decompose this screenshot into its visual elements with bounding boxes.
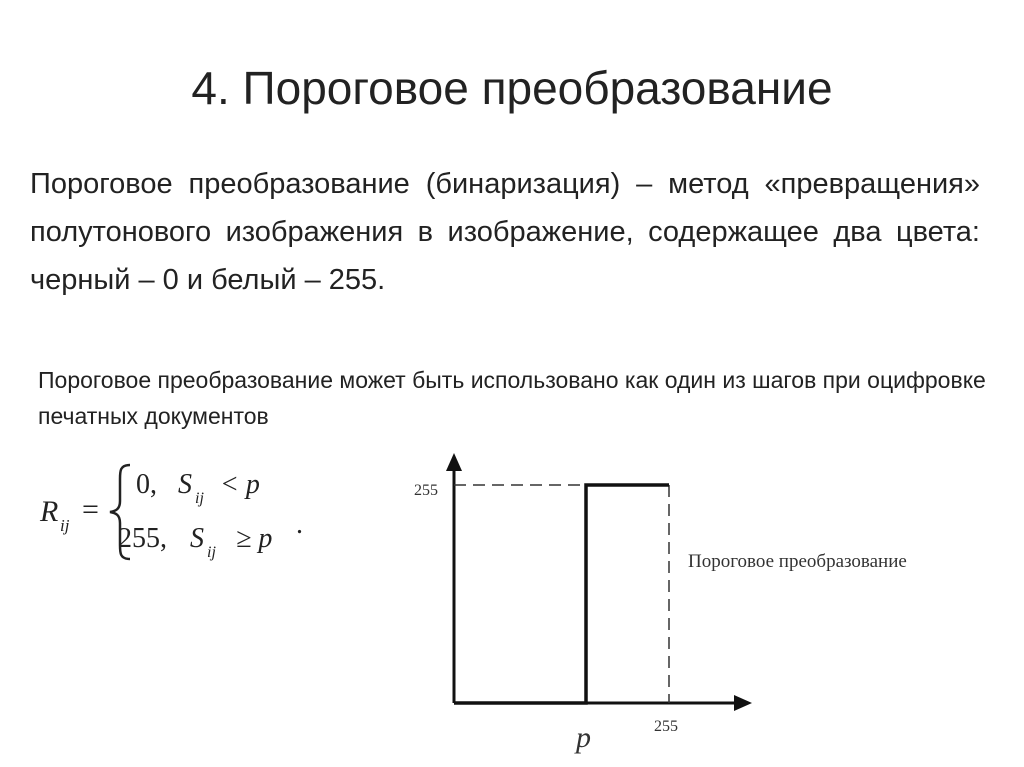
- x-tick-p: p: [576, 721, 591, 754]
- note-text: Пороговое преобразование может быть использовано как один из шагов при оцифровке печатных документов: [38, 367, 986, 429]
- case1-value: 0,: [136, 469, 157, 500]
- y-tick-255: 255: [414, 482, 438, 499]
- threshold-graph: [400, 445, 1000, 767]
- graph-caption: Пороговое преобразование: [688, 551, 907, 572]
- case1-cond: < p: [220, 469, 260, 500]
- formula-lhs: R: [40, 495, 59, 528]
- case2-value: 255,: [118, 523, 167, 554]
- case1-sub: ij: [195, 490, 204, 507]
- formula-lhs-subscript: ij: [60, 516, 70, 535]
- threshold-curve: [454, 485, 669, 703]
- x-tick-255: 255: [654, 718, 678, 735]
- case2-var: S: [190, 523, 204, 554]
- x-axis-arrow: [734, 695, 752, 711]
- formula-equals: =: [82, 493, 99, 526]
- case2-cond: ≥ p: [236, 523, 273, 554]
- case2-sub: ij: [207, 544, 216, 561]
- threshold-formula: [30, 455, 360, 570]
- case1-var: S: [178, 469, 192, 500]
- definition-paragraph: Пороговое преобразование (бинаризация) – метод «превращения» полутонового изображения в изображение, содержащее два цвета: черный – 0 и белый – 255.: [30, 168, 980, 296]
- y-axis-arrow: [446, 453, 462, 471]
- slide-title: 4. Пороговое преобразование: [191, 62, 833, 114]
- formula-period: .: [296, 509, 303, 540]
